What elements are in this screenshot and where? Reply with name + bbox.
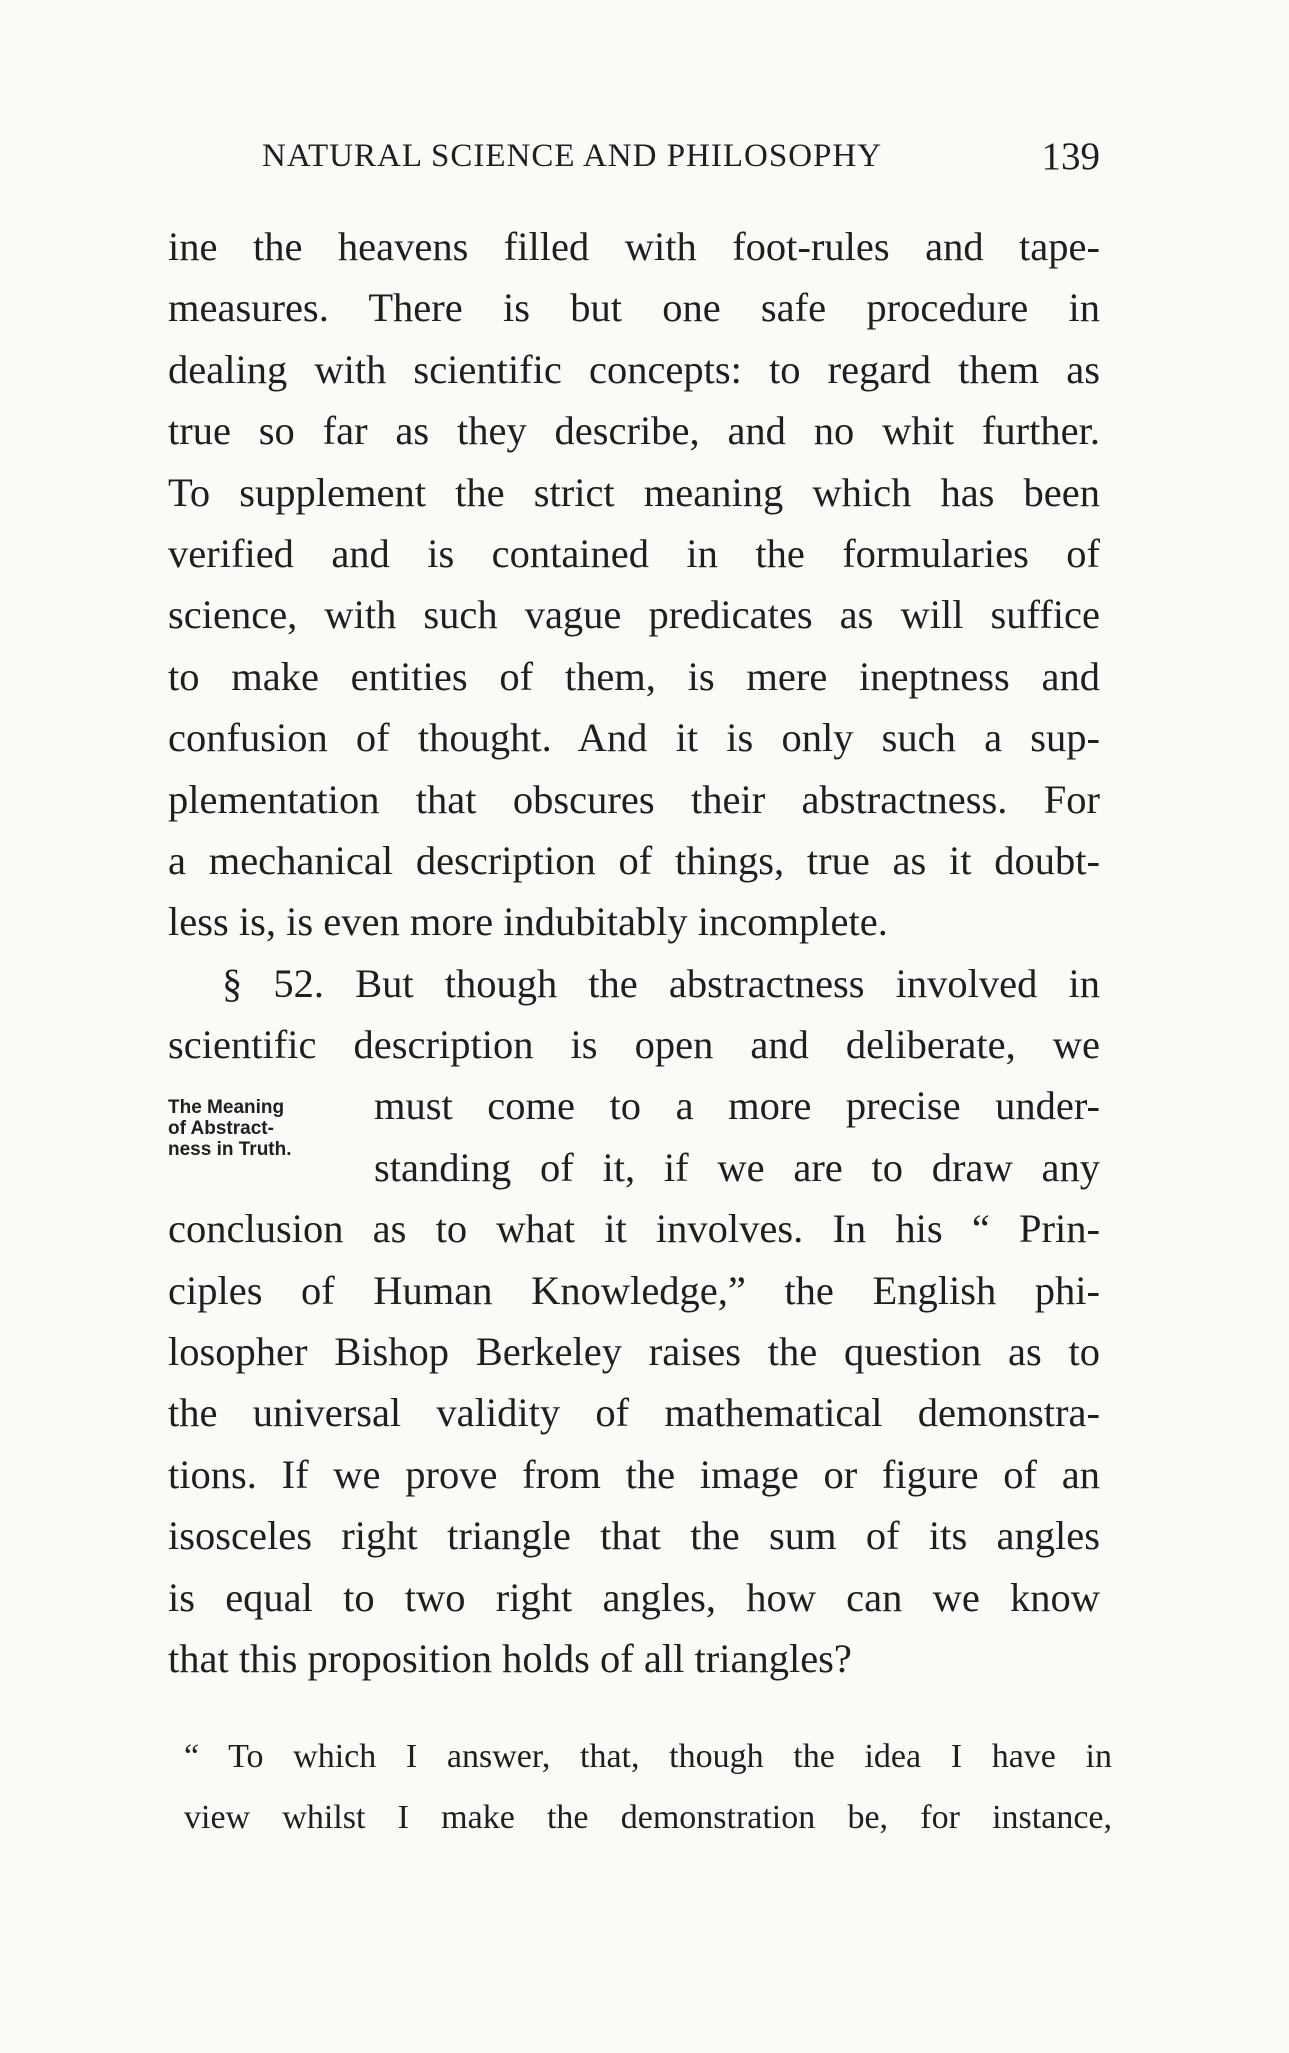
quote-line: “ To which I answer, that, though the idea I have in: [184, 1738, 1112, 1775]
section-start-line: § 52. But though the abstractness involved in: [222, 960, 1100, 1006]
running-title: NATURAL SCIENCE AND PHILOSOPHY: [262, 138, 883, 174]
text-line: verified and is contained in the formularies of: [168, 530, 1100, 576]
text-line: scientific description is open and deliberate, we: [168, 1022, 1100, 1068]
block-quote: [184, 1734, 1112, 1857]
text-line: ciples of Human Knowledge,” the English phi-: [168, 1267, 1100, 1313]
text-line: conclusion as to what it involves. In his “ Prin-: [168, 1206, 1100, 1252]
margin-note: [168, 1097, 292, 1160]
text-line: that this proposition holds of all triangles?: [168, 1635, 852, 1681]
page-number: 139: [1041, 135, 1100, 178]
text-line: dealing with scientific concepts: to regard them as: [168, 346, 1100, 392]
body-text: [168, 216, 1100, 1689]
text-line: confusion of thought. And it is only such a sup-: [168, 715, 1100, 761]
running-head: [262, 135, 1100, 182]
text-line: measures. There is but one safe procedure in: [168, 285, 1100, 331]
text-line: must come to a more precise under-: [374, 1083, 1100, 1129]
text-line: isosceles right triangle that the sum of its angles: [168, 1513, 1100, 1559]
text-line: the universal validity of mathematical demonstra-: [168, 1390, 1100, 1436]
text-line: ine the heavens filled with foot-rules and tape-: [168, 224, 1100, 269]
margin-note-line: ness in Truth.: [168, 1139, 292, 1161]
margin-note-line: of Abstract-: [168, 1118, 274, 1140]
text-line: standing of it, if we are to draw any: [374, 1144, 1100, 1190]
margin-note-block: [168, 1075, 1100, 1198]
margin-note-line: The Meaning: [168, 1097, 285, 1119]
text-line: tions. If we prove from the image or figure of an: [168, 1451, 1100, 1497]
text-line: To supplement the strict meaning which has been: [168, 469, 1100, 515]
text-line: is equal to two right angles, how can we know: [168, 1574, 1100, 1620]
text-line: to make entities of them, is mere ineptness and: [168, 653, 1100, 699]
text-line: true so far as they describe, and no whit further.: [168, 408, 1100, 454]
text-line: losopher Bishop Berkeley raises the question as to: [168, 1329, 1100, 1375]
text-line: science, with such vague predicates as will suffice: [168, 592, 1100, 638]
text-line: a mechanical description of things, true as it doubt-: [168, 837, 1100, 883]
text-line: plementation that obscures their abstractness. For: [168, 776, 1100, 822]
quote-line: view whilst I make the demonstration be, for instance,: [184, 1799, 1112, 1837]
text-line: less is, is even more indubitably incomplete.: [168, 899, 888, 945]
